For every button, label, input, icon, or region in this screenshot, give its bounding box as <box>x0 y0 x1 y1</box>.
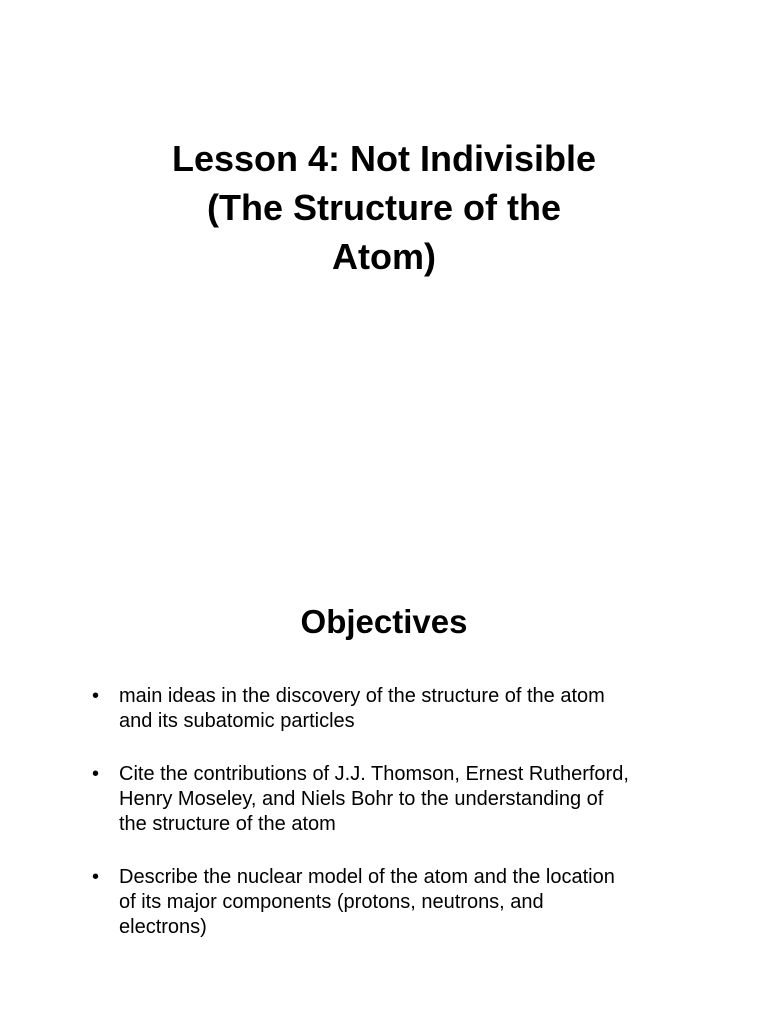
bullet-icon: • <box>92 763 100 785</box>
objectives-slide <box>0 512 768 1024</box>
objective-line: of its major components (protons, neutrons, and <box>119 891 544 913</box>
objective-line: the structure of the atom <box>119 813 336 835</box>
objective-item <box>92 865 692 940</box>
lesson-title-line: Lesson 4: Not Indivisible <box>171 138 597 179</box>
lesson-title-line: (The Structure of the <box>206 187 561 228</box>
objectives-heading: Objectives <box>300 603 468 640</box>
objective-line: and its subatomic particles <box>119 710 355 732</box>
objective-line: electrons) <box>119 916 207 938</box>
lesson-title <box>0 134 768 281</box>
objective-item <box>92 762 692 837</box>
lesson-title-line: Atom) <box>332 236 436 277</box>
bullet-icon: • <box>92 685 100 707</box>
objectives-list <box>92 684 692 968</box>
objective-line: Describe the nuclear model of the atom and the location <box>119 866 615 888</box>
bullet-icon: • <box>92 866 100 888</box>
objective-item <box>92 684 692 734</box>
objective-line: main ideas in the discovery of the structure of the atom <box>119 685 605 707</box>
objective-line: Cite the contributions of J.J. Thomson, Ernest Rutherford, <box>119 763 629 785</box>
objective-line: Henry Moseley, and Niels Bohr to the understanding of <box>119 788 604 810</box>
